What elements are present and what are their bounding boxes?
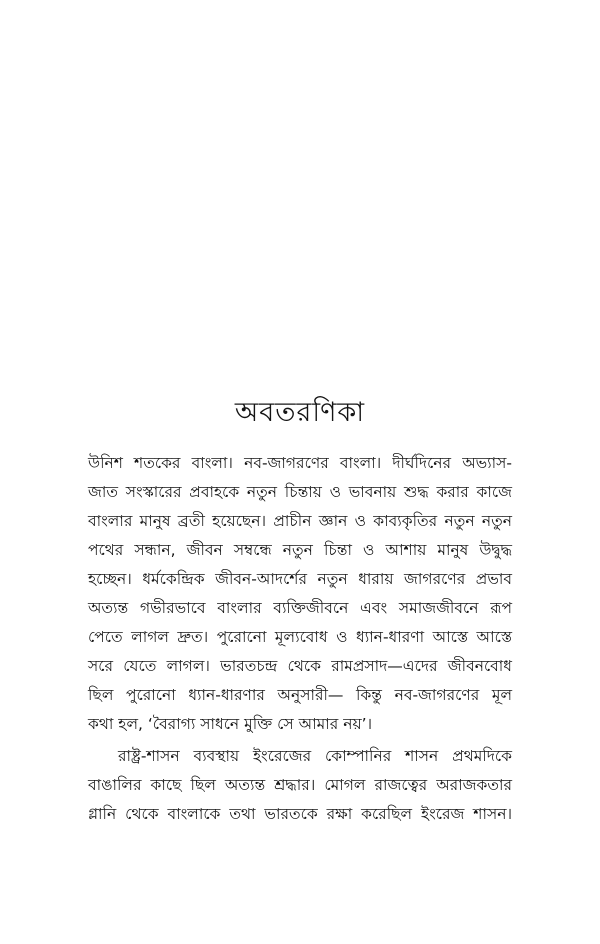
paragraph-1-line-7: পেতে লাগল দ্রুত। পুরোনো মূল্যবোধ ও ধ্যান-ধারণা আস্তে আস্তে <box>88 628 512 646</box>
paragraph-1-line-5: হচ্ছেন। ধর্মকেন্দ্রিক জীবন-আদর্শের নতুন ধারায় জাগরণের প্রভাব <box>88 570 512 588</box>
paragraph-1-line-9: ছিল পুরোনো ধ্যান-ধারণার অনুসারী— কিন্তু নব-জাগরণের মূল <box>88 686 512 704</box>
paragraph-1-line-6: অত্যন্ত গভীরভাবে বাংলার ব্যক্তিজীবনে এবং সমাজজীবনে রূপ <box>88 599 512 617</box>
paragraph-2-line-2: বাঙালির কাছে ছিল অত্যন্ত শ্রদ্ধার। মোগল রাজত্বের অরাজকতার <box>88 776 512 794</box>
paragraph-1-line-10: কথা হল, ‘বৈরাগ্য সাধনে মুক্তি সে আমার নয়’। <box>88 715 373 733</box>
paragraph-1-line-4: পথের সন্ধান, জীবন সম্বন্ধে নতুন চিন্তা ও আশায় মানুষ উদ্বুদ্ধ <box>88 541 512 559</box>
chapter-heading: অবতরণিকা <box>234 397 366 428</box>
paragraph-1-line-1: উনিশ শতকের বাংলা। নব-জাগরণের বাংলা। দীর্ঘদিনের অভ্যাস- <box>88 454 512 472</box>
paragraph-1-line-8: সরে যেতে লাগল। ভারতচন্দ্র থেকে রামপ্রসাদ—এদের জীবনবোধ <box>88 657 512 675</box>
paragraph-1-line-3: বাংলার মানুষ ব্রতী হয়েছেন। প্রাচীন জ্ঞান ও কাব্যকৃতির নতুন নতুন <box>88 512 512 530</box>
paragraph-2-line-1: রাষ্ট্র-শাসন ব্যবস্থায় ইংরেজের কোম্পানির শাসন প্রথমদিকে <box>118 747 512 765</box>
paragraph-2-line-3: গ্লানি থেকে বাংলাকে তথা ভারতকে রক্ষা করেছিল ইংরেজ শাসন। <box>88 805 512 823</box>
paragraph-1-line-2: জাত সংস্কারের প্রবাহকে নতুন চিন্তায় ও ভাবনায় শুদ্ধ করার কাজে <box>88 483 512 501</box>
